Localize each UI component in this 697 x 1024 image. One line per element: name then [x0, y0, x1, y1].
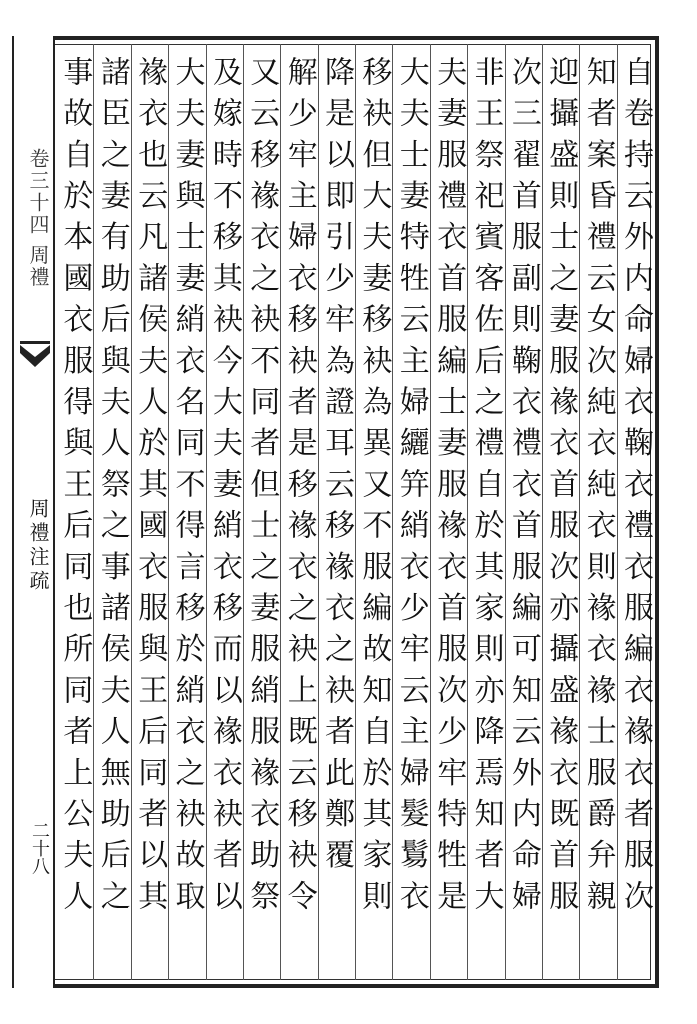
column-divider	[542, 44, 543, 980]
column-text: 次三翟首服副則鞠衣禮衣首服編可知云外内命婦	[505, 56, 541, 922]
column-divider	[505, 44, 506, 980]
column-divider	[243, 44, 244, 980]
column-text: 移袂但大夫妻移袂為異又不服編故知自於其家則	[356, 56, 392, 922]
column-divider	[467, 44, 468, 980]
column-divider	[206, 44, 207, 980]
column-text: 自卷持云外内命婦衣鞠衣禮衣服編衣褖衣者服次	[617, 56, 653, 922]
page-gutter	[12, 36, 55, 988]
column-divider	[280, 44, 281, 980]
gutter-top-text: 卷三十四 周禮	[26, 147, 50, 289]
column-text: 大夫妻與士妻綃衣名同不得言移於綃衣之袂故取	[169, 56, 205, 922]
text-column-14	[131, 44, 168, 980]
column-divider	[168, 44, 169, 980]
column-text: 降是以即引少牢為證耳云移褖衣之袂者此鄭覆	[318, 56, 354, 880]
text-column-9	[318, 44, 355, 980]
column-text: 褖衣也云凡諸侯夫人於其國衣服與王后同者以其	[132, 56, 168, 922]
fish-tail-icon	[18, 341, 52, 375]
column-divider	[93, 44, 94, 980]
text-column-3	[542, 44, 579, 980]
text-column-16	[56, 44, 93, 980]
gutter-border-left	[12, 36, 14, 988]
text-column-5	[467, 44, 504, 980]
column-text: 事故自於本國衣服得與王后同也所同者上公夫人	[57, 56, 93, 922]
text-column-6	[430, 44, 467, 980]
column-divider	[355, 44, 356, 980]
text-column-7	[392, 44, 429, 980]
text-column-1	[617, 44, 654, 980]
column-text: 及嫁時不移其袂今大夫妻綃衣移而以褖衣袂者以	[206, 56, 242, 922]
column-text: 解少牢主婦衣移袂者是移褖衣之袂上既云移袂令	[281, 56, 317, 922]
column-divider	[318, 44, 319, 980]
text-column-8	[355, 44, 392, 980]
column-divider	[392, 44, 393, 980]
column-text: 諸臣之妻有助后與夫人祭之事諸侯夫人無助后之	[94, 56, 130, 922]
column-divider	[579, 44, 580, 980]
column-text: 大夫士妻特牲云主婦纚笄綃衣少牢云主婦髮鬄衣	[393, 56, 429, 922]
column-divider	[617, 44, 618, 980]
text-column-12	[206, 44, 243, 980]
text-column-11	[243, 44, 280, 980]
book-title: 周禮注疏	[26, 498, 50, 594]
text-column-2	[579, 44, 616, 980]
column-divider	[131, 44, 132, 980]
column-text: 非王祭祀賓客佐后之禮自於其家則亦降焉知者大	[468, 56, 504, 922]
column-text: 夫妻服禮衣首服編士妻服褖衣首服次少牢特牲是	[431, 56, 467, 922]
column-text: 又云移褖衣之袂不同者但士之妻服綃服褖衣助祭	[244, 56, 280, 922]
text-column-13	[168, 44, 205, 980]
page-number: 二十八	[29, 821, 50, 875]
text-column-15	[93, 44, 130, 980]
column-text: 知者案昏禮云女次純衣純衣則褖衣褖士服爵弁親	[580, 56, 616, 922]
text-column-4	[505, 44, 542, 980]
column-text: 迎攝盛則士之妻服褖衣首服次亦攝盛褖衣既首服	[543, 56, 579, 922]
text-column-10	[280, 44, 317, 980]
column-divider	[430, 44, 431, 980]
